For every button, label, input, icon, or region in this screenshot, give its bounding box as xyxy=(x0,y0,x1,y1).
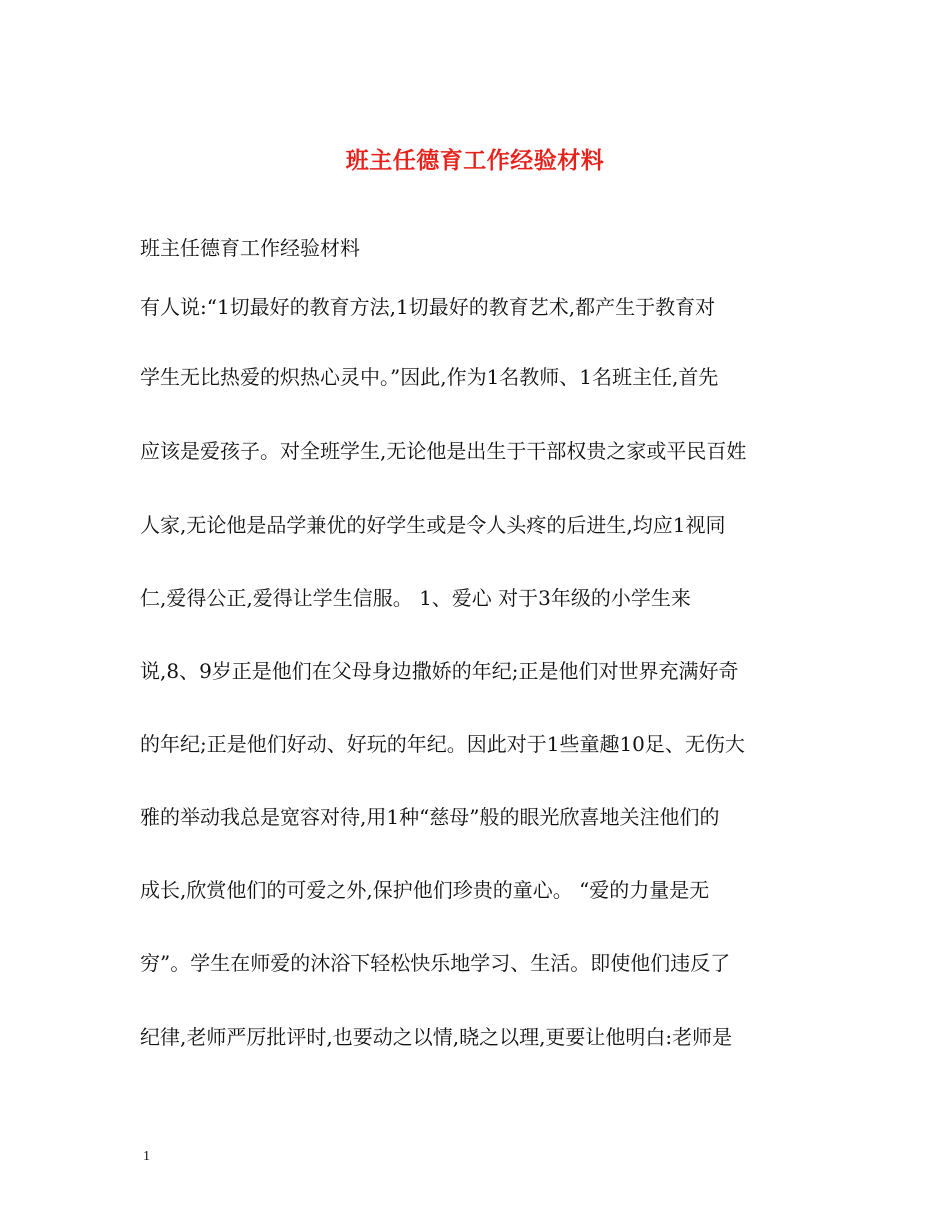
body-line: 说,8、9岁正是他们在父母身边撒娇的年纪;正是他们对世界充满好奇 xyxy=(140,659,739,683)
body-line: 纪律,老师严厉批评时,也要动之以情,晓之以理,更要让他明白:老师是 xyxy=(140,1025,733,1049)
body-line: 的年纪;正是他们好动、好玩的年纪。因此对于1些童趣10足、无伤大 xyxy=(140,732,745,756)
page-number: 1 xyxy=(143,1149,150,1164)
body-line: 成长,欣赏他们的可爱之外,保护他们珍贵的童心。 “爱的力量是无 xyxy=(140,878,710,902)
body-line: 穷”。学生在师爱的沐浴下轻松快乐地学习、生活。即使他们违反了 xyxy=(140,951,731,975)
body-line: 学生无比热爱的炽热心灵中。”因此,作为1名教师、1名班主任,首先 xyxy=(140,365,719,389)
body-line: 应该是爱孩子。对全班学生,无论他是出生于干部权贵之家或平民百姓 xyxy=(140,439,747,463)
body-line: 班主任德育工作经验材料 xyxy=(140,236,360,260)
body-line: 有人说:“1切最好的教育方法,1切最好的教育艺术,都产生于教育对 xyxy=(140,295,716,319)
body-line: 仁,爱得公正,爱得让学生信服。 1、爱心 对于3年级的小学生来 xyxy=(140,586,691,610)
body-line: 人家,无论他是品学兼优的好学生或是令人头疼的后进生,均应1视同 xyxy=(140,513,726,537)
document-title: 班主任德育工作经验材料 xyxy=(345,147,605,174)
body-line: 雅的举动我总是宽容对待,用1种“慈母”般的眼光欣喜地关注他们的 xyxy=(140,805,720,829)
